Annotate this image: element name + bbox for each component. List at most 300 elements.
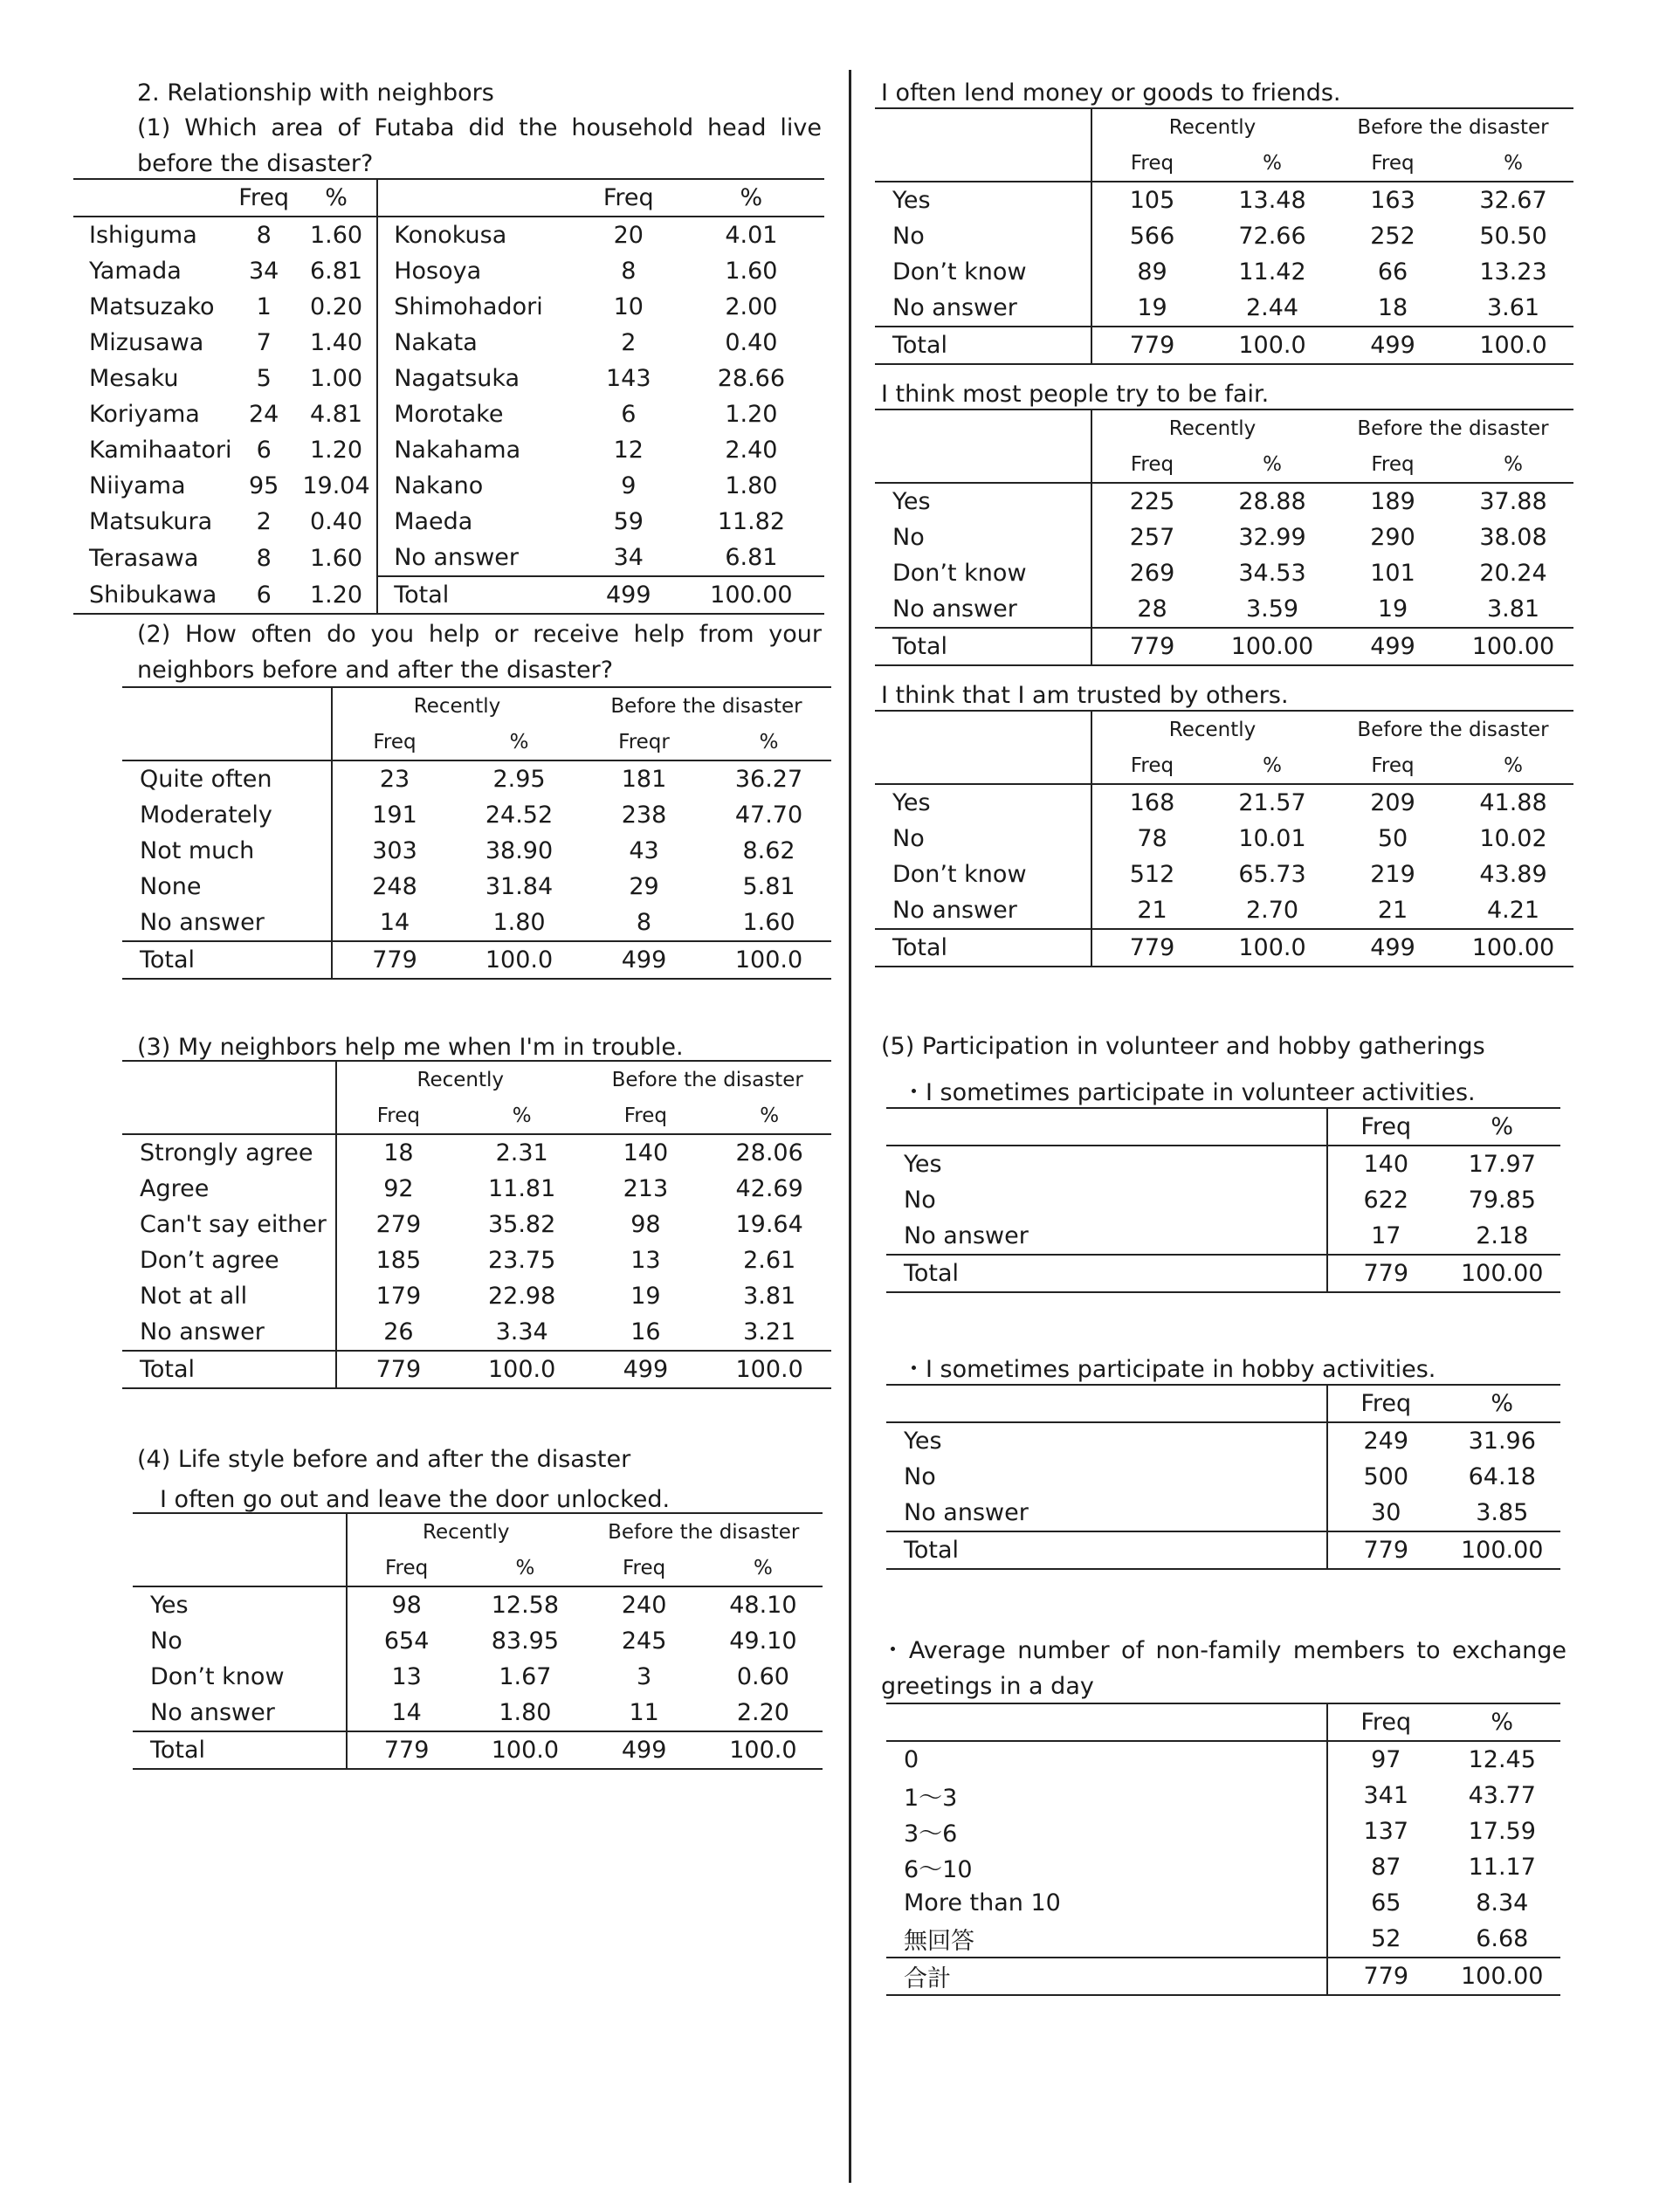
q2-title: (2) How often do you help or receive help from your neighbors before and after the disaster? [137,621,822,684]
row-label: No answer [892,294,1017,321]
q5a-volunteer-table [886,1107,1560,1293]
cell-f1: 21 [1091,892,1212,929]
pct-header: % [1263,452,1282,476]
total-f1: 779 [332,941,457,979]
area-pct: 1.80 [725,472,778,499]
cell-p1: 72.66 [1238,223,1306,250]
cell-f1: 89 [1091,254,1212,290]
cell-p2: 3.61 [1486,294,1540,321]
table-row [122,833,831,869]
total-f2: 499 [623,1356,669,1383]
table-row [875,254,1573,290]
cell-f1: 654 [347,1623,465,1659]
before-disaster-header: Before the disaster [1357,718,1549,741]
cell-p2: 4.21 [1486,897,1540,924]
area-freq: 24 [248,401,279,428]
table-row [73,576,824,614]
area-name: Shibukawa [89,581,217,609]
row-label: Agree [140,1175,210,1202]
row-label: No answer [892,897,1017,924]
area-freq: 8 [621,258,637,285]
cell-f2: 98 [630,1211,661,1238]
q1-pct-header-2: % [740,184,763,211]
table-row [875,892,1573,929]
total-p2: 100.00 [1471,633,1555,660]
cell-f2: 240 [621,1592,667,1619]
table-row [73,253,824,289]
total-row [886,1255,1560,1292]
pct-header: % [1491,1709,1514,1736]
area-pct: 1.40 [309,329,363,356]
table-row [875,857,1573,892]
cell-f1: 191 [332,797,457,833]
cell-f1: 279 [336,1207,460,1242]
recently-header: Recently [347,1513,585,1550]
corner-cell [122,1061,336,1098]
recently-header: Recently [1091,409,1332,446]
total-p2: 100.0 [734,946,803,974]
area-name: Nagatsuka [377,361,579,396]
total-row [886,1531,1560,1569]
table-row [886,1921,1560,1958]
cell-pct: 3.85 [1476,1499,1529,1526]
cell-p2: 3.21 [743,1318,796,1345]
row-label: 0 [904,1746,919,1773]
total-label: Total [904,1537,960,1564]
total-freq: 779 [1327,1958,1444,1995]
before-disaster-header: Before the disaster [1357,115,1549,139]
total-f1: 779 [1091,929,1212,967]
cell-p2: 50.50 [1479,223,1547,250]
total-row [875,929,1573,967]
table-row [122,1314,831,1351]
total-row [122,1351,831,1388]
pct-header: % [753,1556,773,1579]
cell-f1: 28 [1091,591,1212,628]
table-row [886,1146,1560,1182]
table-row [133,1623,823,1659]
row-label: Yes [892,187,931,214]
q4a-door-unlocked-table [133,1512,823,1770]
table-row [73,540,824,576]
area-freq: 2 [621,329,637,356]
table-row [73,217,824,253]
corner-cell [875,409,1091,446]
corner-cell [875,145,1091,182]
q1-pct-header: % [325,184,348,211]
area-freq: 6 [621,401,637,428]
area-freq: 34 [613,544,644,571]
cell-p1: 23.75 [487,1247,556,1274]
cell-p1: 21.57 [1238,789,1306,816]
total-row [133,1731,823,1769]
corner-cell [133,1550,347,1586]
cell-p1: 3.34 [495,1318,548,1345]
table-row [122,905,831,941]
cell-p2: 8.62 [742,837,795,864]
freq-header: Freq [1327,1108,1444,1146]
q3-title: (3) My neighbors help me when I'm in trouble. [137,1034,684,1061]
cell-p1: 22.98 [487,1283,556,1310]
row-label: Don’t know [892,861,1027,888]
table-row [875,483,1573,520]
table-row [875,591,1573,628]
freq-header: Freq [1327,1703,1444,1741]
row-label: Don’t know [892,258,1027,286]
pct-header: % [512,1104,532,1127]
header-row [122,1061,831,1098]
cell-f1: 18 [336,1134,460,1171]
row-label: No [892,825,925,852]
corner-cell [875,711,1091,747]
cell-p2: 10.02 [1479,825,1547,852]
area-name: Morotake [377,396,579,432]
cell-f2: 16 [630,1318,661,1345]
total-pct: 100.00 [1461,1963,1544,1990]
cell-p1: 65.73 [1238,861,1306,888]
cell-f1: 14 [347,1695,465,1731]
area-pct: 28.66 [717,365,786,392]
cell-freq: 17 [1327,1218,1444,1255]
area-pct: 19.04 [302,472,370,499]
freq-header: Freq [332,724,457,760]
row-label: No [150,1627,182,1655]
cell-p1: 2.44 [1245,294,1299,321]
column-divider [849,70,851,2183]
total-label: Total [150,1737,206,1764]
q4d-title: I think that I am trusted by others. [881,682,1289,709]
table-row [886,1459,1560,1495]
q5a-title: ・I sometimes participate in volunteer activities. [902,1079,1476,1106]
table-row [875,182,1573,218]
table-row [133,1659,823,1695]
cell-freq: 65 [1327,1885,1444,1921]
table-row [122,1242,831,1278]
cell-p1: 12.58 [491,1592,560,1619]
row-label: No [892,524,925,551]
cell-f1: 14 [332,905,457,941]
cell-pct: 6.68 [1476,1925,1529,1952]
table-row [73,361,824,396]
pct-header: % [1263,151,1282,175]
cell-f2: 18 [1377,294,1408,321]
cell-f2: 140 [623,1139,669,1166]
total-f2: 499 [621,1737,667,1764]
area-freq: 59 [613,508,644,535]
total-f2: 499 [1370,332,1415,359]
row-label: 3～6 [904,1820,958,1848]
cell-f1: 185 [336,1242,460,1278]
before-disaster-header: Before the disaster [611,1068,803,1091]
total-f1: 779 [1091,327,1212,364]
table-row [875,218,1573,254]
area-pct: 0.40 [725,329,778,356]
cell-p1: 31.84 [485,873,554,900]
cell-p1: 38.90 [485,837,554,864]
area-name: Hosoya [377,253,579,289]
q1-area-table [73,178,824,615]
area-freq: 8 [256,544,272,572]
freq-header: Freq [1327,1385,1444,1422]
header-row [886,1108,1560,1146]
table-row [886,1495,1560,1531]
recently-header: Recently [336,1061,584,1098]
area-name: Mizusawa [89,329,204,356]
cell-f2: 252 [1370,223,1415,250]
area-pct: 1.60 [725,258,778,285]
total-label: 合計 [904,1965,951,1992]
row-label: No answer [150,1699,275,1726]
table-row [73,396,824,432]
cell-p1: 34.53 [1238,560,1306,587]
total-row [122,941,831,979]
cell-p2: 2.20 [736,1699,789,1726]
freq-header: Freq [347,1550,465,1586]
total-p2: 100.0 [735,1356,803,1383]
subheader-row [122,724,831,760]
cell-f1: 257 [1091,520,1212,555]
cell-pct: 17.97 [1468,1151,1536,1178]
cell-f2: 13 [630,1247,661,1274]
freq-header: Freqr [618,730,670,753]
area-freq: 12 [613,437,644,464]
cell-p1: 10.01 [1238,825,1306,852]
cell-p1: 1.80 [499,1699,552,1726]
cell-p2: 36.27 [734,766,803,793]
cell-freq: 97 [1327,1741,1444,1778]
area-name: Konokusa [377,217,579,253]
total-label: Total [140,1356,196,1383]
area-freq: 7 [256,329,272,356]
total-pct: 100.00 [1461,1260,1544,1287]
cell-f2: 163 [1370,187,1415,214]
total-p1: 100.0 [487,1356,556,1383]
cell-freq: 249 [1327,1422,1444,1459]
area-name: Maeda [377,504,579,540]
table-row [73,432,824,468]
area-pct: 1.20 [725,401,778,428]
cell-p2: 2.61 [743,1247,796,1274]
total-row [875,327,1573,364]
cell-f1: 78 [1091,821,1212,857]
cell-pct: 11.17 [1468,1854,1536,1881]
row-label: Don’t agree [140,1247,279,1274]
area-pct: 0.20 [309,293,363,320]
table-row [875,555,1573,591]
q3-neighbors-help-table [122,1060,831,1389]
row-label: Yes [904,1151,942,1178]
cell-p2: 42.69 [735,1175,803,1202]
corner-cell [122,687,332,724]
cell-p2: 13.23 [1479,258,1547,286]
row-label: Strongly agree [140,1139,313,1166]
q2-help-frequency-table [122,686,831,980]
area-name: Koriyama [89,401,200,428]
row-label: Yes [150,1592,189,1619]
cell-freq: 137 [1327,1813,1444,1849]
area-freq: 1 [256,293,272,320]
area-name: Shimohadori [377,289,579,325]
total-p2: 100.0 [1479,332,1547,359]
total-label: Total [892,934,948,961]
table-row [73,468,824,504]
freq-header: Freq [1091,747,1212,784]
total-f1: 779 [347,1731,465,1769]
total-f1: 779 [1091,628,1212,665]
q4-title: (4) Life style before and after the disaster [137,1446,631,1473]
cell-pct: 2.18 [1476,1222,1529,1249]
table-row [886,1778,1560,1813]
row-label: No answer [892,595,1017,623]
row-label: Don’t know [892,560,1027,587]
area-pct: 0.40 [309,508,363,535]
total-label: Total [140,946,196,974]
pct-header: % [760,1104,780,1127]
header-row [122,687,831,724]
cell-pct: 79.85 [1468,1187,1536,1214]
q1-header-row [73,179,824,217]
row-label: Yes [904,1428,942,1455]
area-name: Ishiguma [89,222,197,249]
table-row [122,797,831,833]
total-pct: 100.00 [1461,1537,1544,1564]
area-pct: 1.60 [309,222,363,249]
area-freq: 10 [613,293,644,320]
table-row [886,1849,1560,1885]
freq-header: Freq [336,1098,460,1134]
area-freq: 6 [256,437,272,464]
cell-f1: 179 [336,1278,460,1314]
total-p1: 100.00 [1230,633,1314,660]
total-p1: 100.0 [491,1737,560,1764]
header-row [875,711,1573,747]
pct-header: % [1504,452,1523,476]
area-pct: 2.00 [725,293,778,320]
freq-header: Freq [1091,446,1212,483]
cell-f1: 98 [347,1586,465,1623]
cell-p1: 32.99 [1238,524,1306,551]
q1-freq-header: Freq [238,184,290,211]
cell-f1: 19 [1091,290,1212,327]
before-disaster-header: Before the disaster [608,1520,800,1544]
subheader-row [875,446,1573,483]
cell-f1: 105 [1091,182,1212,218]
area-freq: 143 [606,365,651,392]
area-pct: 1.00 [309,365,363,392]
cell-f1: 168 [1091,784,1212,821]
area-name: Nakahama [377,432,579,468]
area-freq: 8 [256,222,272,249]
subheader-row [875,145,1573,182]
recently-header: Recently [1091,711,1332,747]
recently-header: Recently [332,687,582,724]
total-p2: 100.0 [729,1737,797,1764]
area-freq: 499 [579,576,678,614]
area-freq: 34 [248,258,279,285]
table-row [886,1885,1560,1921]
cell-freq: 30 [1327,1495,1444,1531]
total-p1: 100.0 [1238,332,1306,359]
row-label: No [904,1187,936,1214]
cell-f2: 181 [621,766,667,793]
cell-p2: 20.24 [1479,560,1547,587]
row-label: Yes [892,488,931,515]
corner-cell [133,1513,347,1550]
cell-pct: 17.59 [1468,1818,1536,1845]
row-label: 6～10 [904,1856,973,1883]
corner-cell [886,1385,1327,1422]
pct-header: % [509,730,529,753]
cell-p2: 3.81 [1486,595,1540,623]
cell-p1: 35.82 [487,1211,556,1238]
subheader-row [122,1098,831,1134]
total-row [875,628,1573,665]
table-row [886,1182,1560,1218]
cell-p1: 2.70 [1245,897,1299,924]
row-label: Not at all [140,1283,248,1310]
q4b-lend-money-table [875,107,1573,365]
cell-f2: 238 [621,802,667,829]
cell-p1: 11.81 [487,1175,556,1202]
area-pct: 6.81 [725,544,778,571]
cell-freq: 140 [1327,1146,1444,1182]
area-name: No answer [377,540,579,576]
freq-header: Freq [622,1556,666,1579]
cell-f1: 269 [1091,555,1212,591]
recently-header: Recently [1091,108,1332,145]
area-name: Total [377,576,579,614]
table-row [73,289,824,325]
cell-f1: 303 [332,833,457,869]
total-p1: 100.0 [1238,934,1306,961]
cell-p2: 5.81 [742,873,795,900]
table-row [122,1171,831,1207]
corner-cell [875,108,1091,145]
area-pct: 4.81 [309,401,363,428]
cell-f2: 50 [1377,825,1408,852]
row-label: 無回答 [904,1928,974,1955]
cell-pct: 31.96 [1468,1428,1536,1455]
row-label: No [904,1463,936,1490]
row-label: More than 10 [904,1889,1061,1916]
area-name: Matsuzako [89,293,215,320]
freq-header: Freq [623,1104,667,1127]
total-label: Total [892,332,948,359]
corner-cell [875,747,1091,784]
cell-pct: 43.77 [1468,1782,1536,1809]
area-pct: 1.20 [309,581,363,609]
freq-header: Freq [1371,753,1415,777]
cell-f1: 92 [336,1171,460,1207]
pct-header: % [1491,1390,1514,1417]
table-row [886,1422,1560,1459]
cell-f2: 101 [1370,560,1415,587]
cell-p1: 1.80 [492,909,546,936]
total-f2: 499 [1370,934,1415,961]
row-label: Yes [892,789,931,816]
total-p2: 100.00 [1471,934,1555,961]
cell-f2: 29 [629,873,659,900]
cell-f2: 213 [623,1175,669,1202]
cell-p2: 3.81 [743,1283,796,1310]
cell-f2: 3 [637,1663,652,1690]
freq-header: Freq [1091,145,1212,182]
q5c-greetings-table [886,1703,1560,1996]
row-label: No answer [140,1318,265,1345]
q5-title: (5) Participation in volunteer and hobby gatherings [881,1033,1485,1060]
row-label: Don’t know [150,1663,285,1690]
cell-pct: 64.18 [1468,1463,1536,1490]
